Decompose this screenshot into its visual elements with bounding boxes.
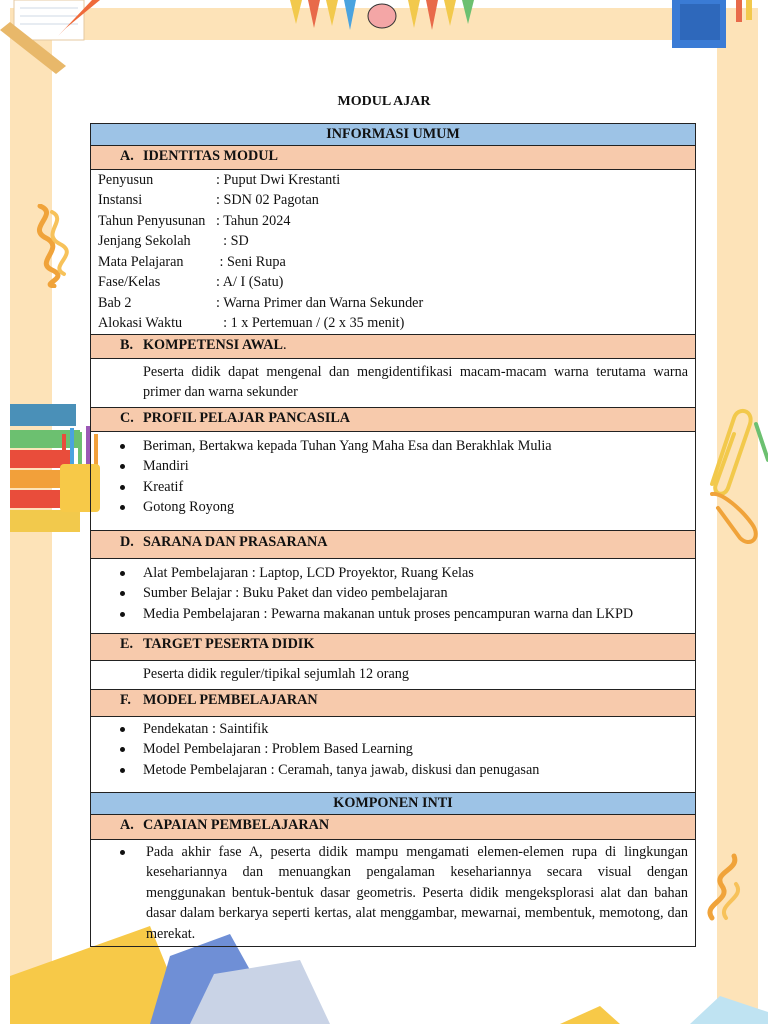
kompetensi-body [91,358,696,407]
list-item: Pada akhir fase A, peserta didik mampu mengamati elemen-elemen rupa di lingkungan kesehariannya dan menuangkan pengalaman kesehariannya secara visual dengan menggunakan bentuk-bentuk dasar geometris. Peserta didik mengeksplorasi alat dan bahan dasar dalam berkarya seperti kertas, alat menggambar, mewarnai, membentuk, memotong, dan merekat. [98,842,688,945]
identity-value: : A/ I (Satu) [216,274,284,290]
section-heading: CAPAIAN PEMBELAJARAN [143,816,330,833]
list-item: Model Pembelajaran : Problem Based Learning [98,739,688,760]
ruler-icon [0,0,110,80]
section-heading: IDENTITAS MODUL [143,147,278,164]
section-letter: B. [120,336,134,353]
section-heading-suffix: . [282,336,287,353]
sarana-header [91,530,696,558]
identity-key: Fase/Kelas [98,274,161,290]
model-body [91,716,696,793]
squiggle-icon [698,852,750,922]
identity-row [98,272,688,293]
section-letter: D. [120,533,134,550]
list-item: Kreatif [98,477,688,498]
section-letter: C. [120,409,134,426]
list-item: Sumber Belajar : Buku Paket dan video pembelajaran [98,583,688,604]
section-letter: A. [120,147,134,164]
informasi-umum-header [91,124,696,146]
identity-row [98,231,688,252]
target-header [91,634,696,661]
model-header [91,689,696,716]
identity-value: : Puput Dwi Krestanti [216,171,341,188]
section-heading: MODEL PEMBELAJARAN [143,691,318,708]
identity-key: Alokasi Waktu [98,315,183,331]
list-item: Alat Pembelajaran : Laptop, LCD Proyektor, Ruang Kelas [98,563,688,584]
section-letter: A. [120,816,134,833]
list-item: Mandiri [98,456,688,477]
identity-row [98,190,688,211]
identity-value: : Tahun 2024 [216,212,291,229]
identity-row [98,211,688,232]
identity-value: : Seni Rupa [216,253,286,270]
identity-key: Jenjang Sekolah [98,233,191,249]
target-text: Peserta didik reguler/tipikal sejumlah 12 orang [143,666,409,682]
capaian-header [91,814,696,839]
list-item: Pendekatan : Saintifik [98,719,688,740]
identity-row [98,252,688,273]
identity-key: Tahun Penyusunan [98,212,206,229]
identitas-header [91,145,696,169]
section-heading: TARGET PESERTA DIDIK [143,636,315,652]
identity-value: : SDN 02 Pagotan [216,192,319,208]
section-heading: KOMPETENSI AWAL [143,336,283,353]
identity-value: : 1 x Pertemuan / (2 x 35 menit) [216,315,405,331]
identity-value: : SD [216,233,249,249]
komponen-inti-title: KOMPONEN INTI [333,795,453,811]
list-item: Beriman, Bertakwa kepada Tuhan Yang Maha Esa dan Berakhlak Mulia [98,436,688,457]
identity-key: Bab 2 [98,294,132,311]
capaian-body [91,839,696,947]
modul-table [90,123,696,947]
document-title: MODUL AJAR [337,94,431,109]
identity-row [98,293,688,314]
identity-key: Mata Pelajaran [98,253,184,270]
identity-row [98,313,688,334]
komponen-inti-header [91,793,696,815]
informasi-umum-title: INFORMASI UMUM [326,126,460,142]
notebook-icon [666,0,768,54]
pencils-icon [286,0,482,34]
identitas-body [91,169,696,334]
target-body [91,661,696,690]
section-heading: SARANA DAN PRASARANA [143,533,328,550]
identity-key: Instansi [98,192,143,208]
profil-header [91,407,696,431]
identity-key: Penyusun [98,171,154,188]
kompetensi-text: Peserta didik dapat mengenal dan mengidentifikasi macam-macam warna terutama warna primer dan warna sekunder [143,363,688,400]
list-item: Media Pembelajaran : Pewarna makanan untuk proses pencampuran warna dan LKPD [98,604,688,625]
list-item: Metode Pembelajaran : Ceramah, tanya jawab, diskusi dan penugasan [98,760,688,781]
identity-row [98,170,688,191]
section-letter: F. [120,691,131,708]
profil-body [91,431,696,530]
section-letter: E. [120,636,134,652]
sarana-body [91,558,696,634]
identity-value: : Warna Primer dan Warna Sekunder [216,294,424,311]
squiggle-icon [30,204,70,288]
section-heading: PROFIL PELAJAR PANCASILA [143,409,351,426]
kompetensi-header [91,334,696,358]
list-item: Gotong Royong [98,497,688,518]
